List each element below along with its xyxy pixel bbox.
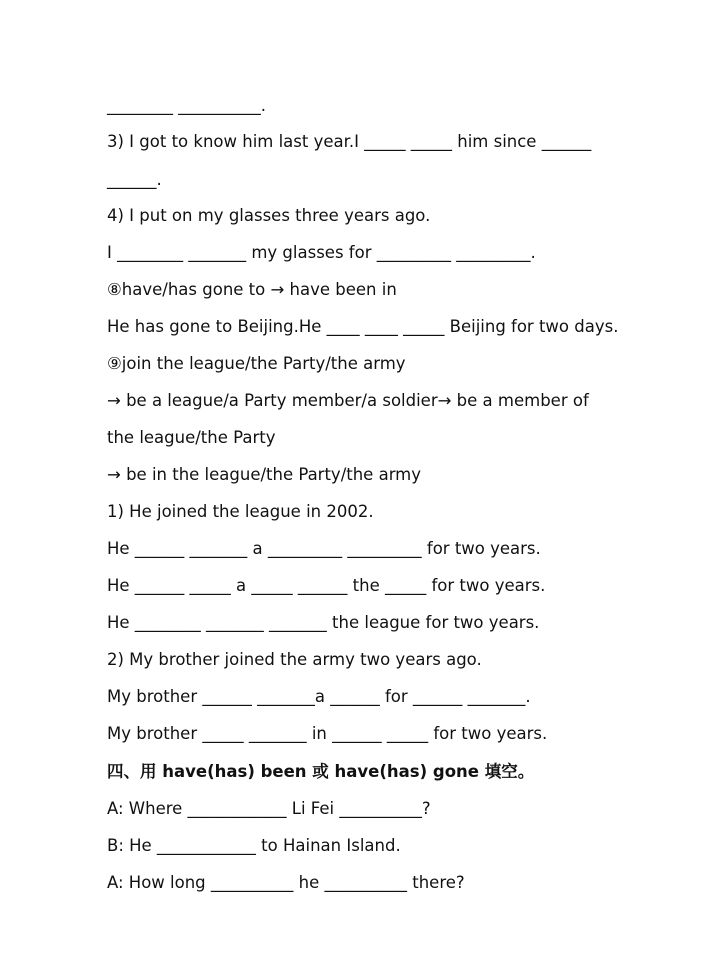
rule-9-heading: ⑨join the league/the Party/the army xyxy=(107,354,406,373)
answer-blank-line: ________ __________. xyxy=(107,96,266,115)
exercise-4-answer-line: I ________ _______ my glasses for _________ _________. xyxy=(107,243,536,262)
exercise-3-question: 3) I got to know him last year.I _____ _____ him since ______ xyxy=(107,132,592,151)
dialogue-line-b1: B: He ____________ to Hainan Island. xyxy=(107,836,401,855)
dialogue-line-a2: A: How long __________ he __________ there? xyxy=(107,873,465,892)
rule-8-example: He has gone to Beijing.He ____ ____ _____ Beijing for two days. xyxy=(107,317,619,336)
exercise-1-answer-a: He ______ _______ a _________ _________ for two years. xyxy=(107,539,541,558)
exercise-2-answer-a: My brother ______ _______a ______ for ______ _______. xyxy=(107,687,531,706)
dialogue-line-a1: A: Where ____________ Li Fei __________? xyxy=(107,799,431,818)
rule-8-heading: ⑧have/has gone to → have been in xyxy=(107,280,397,299)
rule-9-line-1: → be a league/a Party member/a soldier→ be a member of xyxy=(107,391,589,410)
exercise-2-question: 2) My brother joined the army two years ago. xyxy=(107,650,482,669)
exercise-4-question: 4) I put on my glasses three years ago. xyxy=(107,206,431,225)
exercise-1-answer-c: He ________ _______ _______ the league for two years. xyxy=(107,613,540,632)
exercise-3-continuation: ______. xyxy=(107,170,162,189)
section-4-heading: 四、用 have(has) been 或 have(has) gone 填空。 xyxy=(107,762,535,781)
exercise-2-answer-b: My brother _____ _______ in ______ _____ for two years. xyxy=(107,724,548,743)
rule-9-line-3: → be in the league/the Party/the army xyxy=(107,465,422,484)
exercise-1-question: 1) He joined the league in 2002. xyxy=(107,502,374,521)
rule-9-line-2: the league/the Party xyxy=(107,428,276,447)
exercise-1-answer-b: He ______ _____ a _____ ______ the _____ for two years. xyxy=(107,576,546,595)
